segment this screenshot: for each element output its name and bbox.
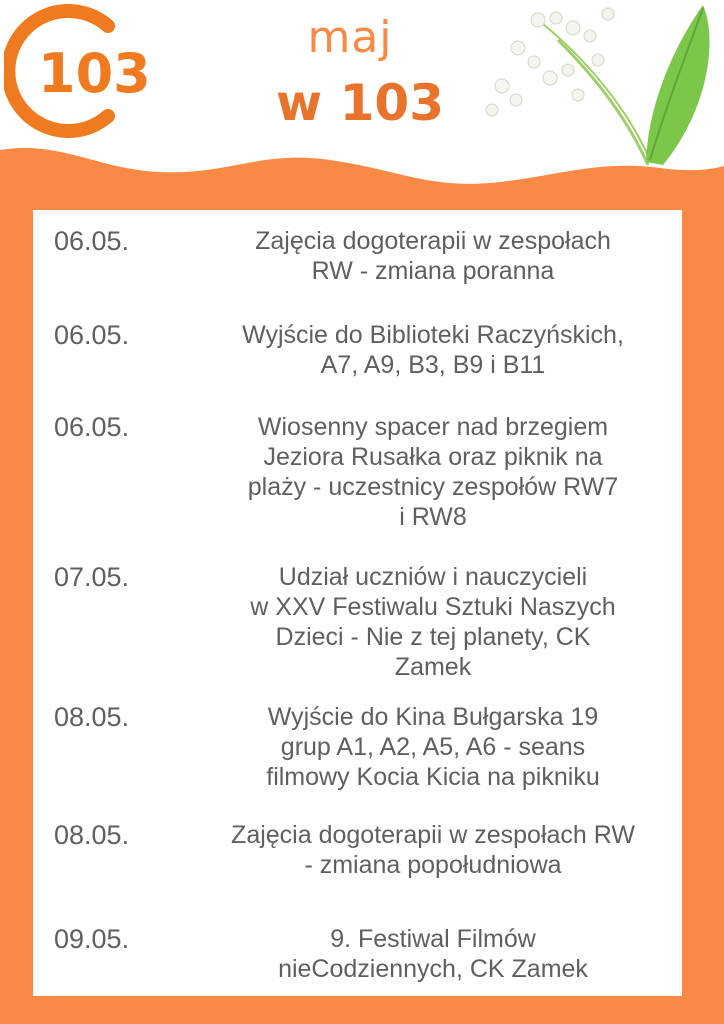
event-line: - zmiana popołudniowa: [304, 851, 562, 879]
events-panel: [33, 210, 682, 996]
event-line: RW - zmiana poranna: [311, 257, 555, 285]
logo-103-icon: [4, 4, 160, 138]
event-description: [193, 412, 673, 532]
heading-subtitle: w 103: [276, 74, 444, 132]
event-description: [193, 226, 673, 286]
event-line: Dzieci - Nie z tej planety, CK: [275, 623, 591, 651]
event-line: plaży - uczestnicy zespołów RW7: [247, 473, 619, 501]
event-line: Udział uczniów i nauczycieli: [278, 563, 588, 591]
event-date: 08.05.: [54, 820, 130, 850]
event-line: Zamek: [394, 653, 472, 681]
event-date: 09.05.: [54, 924, 130, 954]
event-date: 08.05.: [54, 702, 130, 732]
event-line: w XXV Festiwalu Sztuki Naszych: [250, 593, 616, 621]
event-description: [193, 924, 673, 984]
event-line: filmowy Kocia Kicia na pikniku: [266, 763, 600, 791]
event-line: Jeziora Rusałka oraz piknik na: [263, 443, 603, 471]
event-description: [193, 820, 673, 880]
event-line: nieCodziennych, CK Zamek: [278, 955, 588, 983]
event-line: i RW8: [399, 503, 467, 531]
event-line: 9. Festiwal Filmów: [330, 925, 536, 953]
logo-text: 103: [38, 42, 151, 105]
event-line: Wyjście do Biblioteki Raczyńskich,: [242, 321, 624, 349]
heading-month: maj: [307, 12, 393, 63]
event-date: 07.05.: [54, 562, 130, 592]
event-line: A7, A9, B3, B9 i B11: [320, 351, 546, 379]
event-line: Wiosenny spacer nad brzegiem: [257, 413, 609, 441]
event-date: 06.05.: [54, 320, 130, 350]
event-date: 06.05.: [54, 412, 130, 442]
header: [0, 0, 724, 200]
event-description: [193, 702, 673, 792]
event-description: [193, 562, 673, 682]
event-date: 06.05.: [54, 226, 130, 256]
lily-of-the-valley-icon: [478, 0, 724, 170]
event-line: grup A1, A2, A5, A6 - seans: [280, 733, 586, 761]
event-line: Zajęcia dogoterapii w zespołach: [255, 227, 611, 255]
event-line: Wyjście do Kina Bułgarska 19: [267, 703, 599, 731]
event-line: Zajęcia dogoterapii w zespołach RW: [231, 821, 635, 849]
event-description: [193, 320, 673, 380]
